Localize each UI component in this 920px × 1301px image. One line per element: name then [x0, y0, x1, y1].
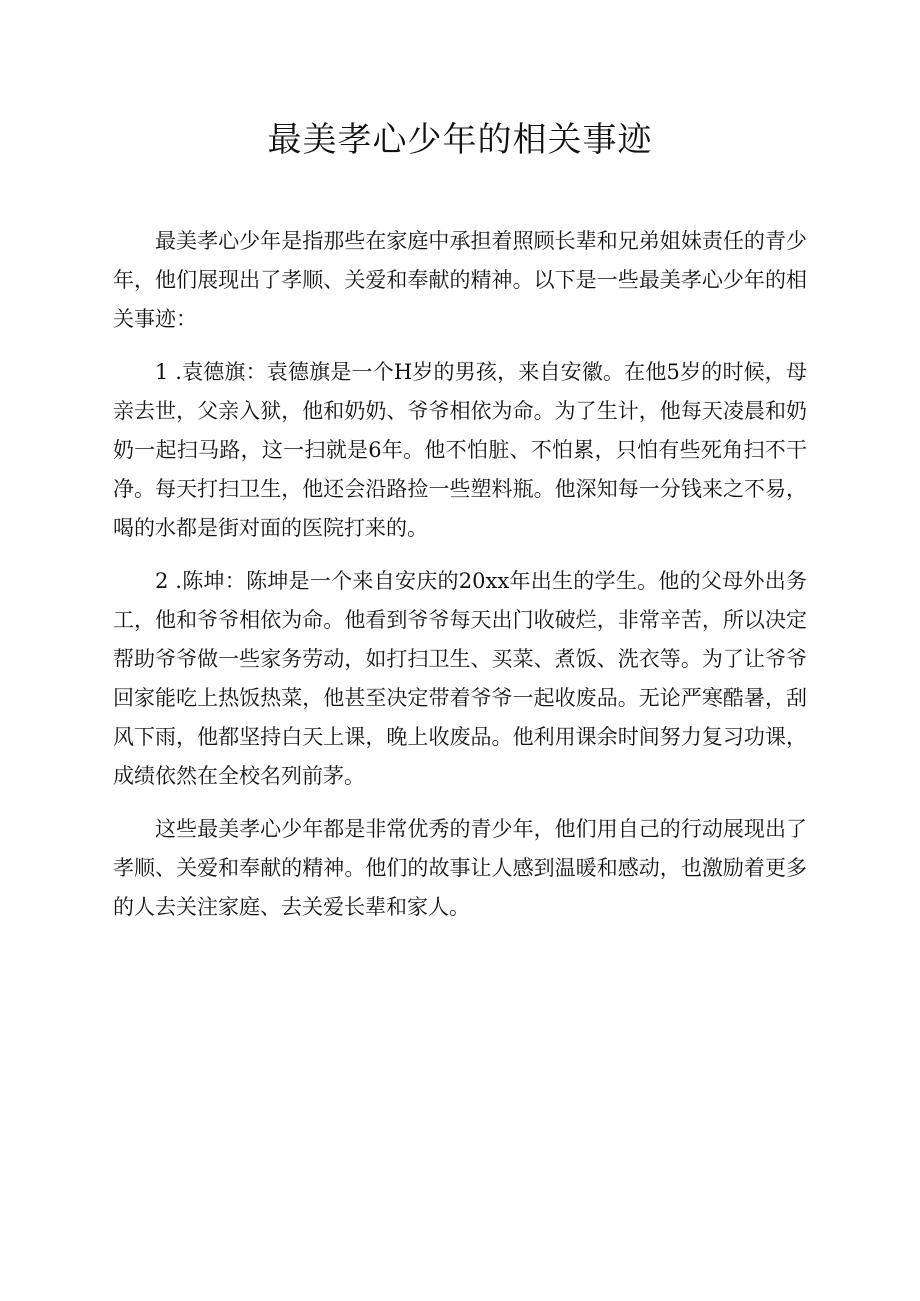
paragraph-story-2: 2 .陈坤：陈坤是一个来自安庆的20xx年出生的学生。他的父母外出务工，他和爷爷相依为命。他看到爷爷每天出门收破烂，非常辛苦，所以决定帮助爷爷做一些家务劳动，如打扫卫生、买菜、煮饭、洗衣等。为了让爷爷回家能吃上热饭热菜，他甚至决定带着爷爷一起收废品。无论严寒酷暑，刮风下雨，他都坚持白天上课，晚上收废品。他利用课余时间努力复习功课，成绩依然在全校名列前茅。: [113, 569, 807, 788]
paragraph-conclusion: 这些最美孝心少年都是非常优秀的青少年，他们用自己的行动展现出了孝顺、关爱和奉献的精神。他们的故事让人感到温暖和感动，也激励着更多的人去关注家庭、去关爱长辈和家人。: [113, 817, 807, 919]
paragraph-intro: 最美孝心少年是指那些在家庭中承担着照顾长辈和兄弟姐妹责任的青少年，他们展现出了孝顺、关爱和奉献的精神。以下是一些最美孝心少年的相关事迹：: [113, 229, 807, 331]
document-body: [113, 222, 807, 927]
document-title: 最美孝心少年的相关事迹: [267, 120, 653, 160]
paragraph-story-1: 1 .袁德旗：袁德旗是一个H岁的男孩，来自安徽。在他5岁的时候，母亲去世，父亲入狱，他和奶奶、爷爷相依为命。为了生计，他每天凌晨和奶奶一起扫马路，这一扫就是6年。他不怕脏、不怕累，只怕有些死角扫不干净。每天打扫卫生，他还会沿路捡一些塑料瓶。他深知每一分钱来之不易，喝的水都是街对面的医院打来的。: [113, 360, 807, 540]
